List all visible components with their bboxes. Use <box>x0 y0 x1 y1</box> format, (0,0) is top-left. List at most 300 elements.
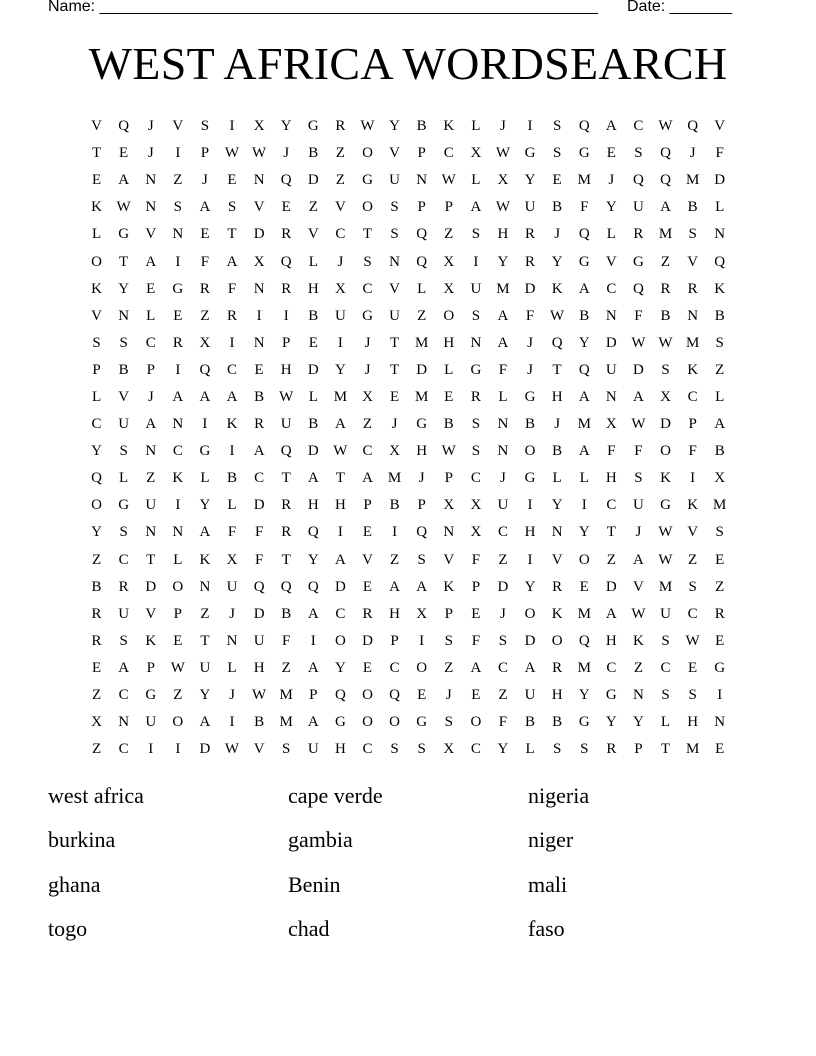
grid-letter[interactable]: E <box>91 172 102 189</box>
grid-letter[interactable]: L <box>471 118 481 135</box>
grid-letter[interactable]: H <box>389 605 400 622</box>
grid-letter[interactable]: Z <box>91 741 102 758</box>
grid-letter[interactable]: L <box>579 470 589 487</box>
grid-letter[interactable]: M <box>333 388 348 405</box>
grid-letter[interactable]: S <box>282 741 291 758</box>
grid-letter[interactable]: T <box>91 145 102 162</box>
grid-letter[interactable]: B <box>227 470 238 487</box>
grid-letter[interactable]: G <box>524 145 536 162</box>
grid-letter[interactable]: J <box>364 361 371 378</box>
grid-letter[interactable]: F <box>634 307 643 324</box>
grid-letter[interactable]: K <box>172 470 184 487</box>
grid-letter[interactable]: G <box>605 687 617 704</box>
grid-letter[interactable]: V <box>307 226 319 243</box>
grid-letter[interactable]: J <box>635 524 642 541</box>
grid-letter[interactable]: A <box>605 118 617 135</box>
grid-letter[interactable]: Y <box>551 253 563 270</box>
grid-letter[interactable]: U <box>470 280 482 297</box>
grid-letter[interactable]: N <box>389 253 400 270</box>
grid-letter[interactable]: W <box>685 632 700 649</box>
grid-letter[interactable]: E <box>715 551 725 568</box>
grid-letter[interactable]: F <box>580 199 589 216</box>
grid-letter[interactable]: H <box>551 687 563 704</box>
grid-letter[interactable]: I <box>419 632 425 649</box>
grid-letter[interactable]: J <box>500 118 506 135</box>
grid-letter[interactable]: L <box>227 659 237 676</box>
grid-letter[interactable]: Q <box>118 118 130 135</box>
grid-letter[interactable]: Q <box>714 253 726 270</box>
grid-letter[interactable]: I <box>690 470 696 487</box>
grid-letter[interactable]: I <box>175 741 181 758</box>
grid-letter[interactable]: G <box>578 145 590 162</box>
grid-letter[interactable]: P <box>282 334 291 351</box>
grid-letter[interactable]: Y <box>578 524 590 541</box>
grid-letter[interactable]: V <box>362 551 373 568</box>
grid-letter[interactable]: G <box>334 714 346 731</box>
grid-letter[interactable]: Q <box>633 172 644 189</box>
grid-letter[interactable]: B <box>254 714 265 731</box>
grid-letter[interactable]: D <box>253 605 265 622</box>
grid-letter[interactable]: O <box>172 714 184 731</box>
grid-letter[interactable]: X <box>714 470 726 487</box>
grid-letter[interactable]: E <box>362 578 373 595</box>
grid-letter[interactable]: I <box>148 741 154 758</box>
grid-letter[interactable]: P <box>444 605 453 622</box>
grid-letter[interactable]: D <box>307 361 319 378</box>
grid-letter[interactable]: C <box>118 687 129 704</box>
grid-letter[interactable]: G <box>362 307 373 324</box>
grid-letter[interactable]: A <box>145 253 157 270</box>
grid-letter[interactable]: K <box>714 280 726 297</box>
grid-letter[interactable]: U <box>118 416 130 433</box>
grid-letter[interactable]: R <box>552 659 563 676</box>
grid-letter[interactable]: E <box>715 632 725 649</box>
grid-letter[interactable]: L <box>471 172 481 189</box>
grid-letter[interactable]: M <box>577 172 591 189</box>
grid-letter[interactable]: M <box>415 334 429 351</box>
grid-letter[interactable]: C <box>118 741 129 758</box>
grid-letter[interactable]: Y <box>199 497 211 514</box>
grid-letter[interactable]: Q <box>280 172 292 189</box>
grid-letter[interactable]: O <box>389 714 400 731</box>
grid-letter[interactable]: A <box>118 172 130 189</box>
grid-letter[interactable]: Y <box>280 118 292 135</box>
grid-letter[interactable]: P <box>444 199 453 216</box>
grid-letter[interactable]: Y <box>524 172 536 189</box>
grid-letter[interactable]: U <box>389 172 400 189</box>
grid-letter[interactable]: S <box>688 578 697 595</box>
grid-letter[interactable]: O <box>362 145 373 162</box>
grid-letter[interactable]: F <box>471 551 481 568</box>
grid-letter[interactable]: V <box>172 118 184 135</box>
grid-letter[interactable]: E <box>362 659 373 676</box>
grid-letter[interactable]: F <box>498 714 508 731</box>
grid-letter[interactable]: M <box>658 226 673 243</box>
grid-letter[interactable]: A <box>389 578 400 595</box>
grid-letter[interactable]: N <box>172 416 184 433</box>
grid-letter[interactable]: Z <box>389 551 400 568</box>
grid-letter[interactable]: Z <box>91 551 102 568</box>
grid-letter[interactable]: I <box>310 632 316 649</box>
grid-letter[interactable]: W <box>116 199 131 216</box>
grid-letter[interactable]: Y <box>578 687 590 704</box>
grid-letter[interactable]: C <box>606 659 617 676</box>
grid-letter[interactable]: E <box>146 280 156 297</box>
grid-letter[interactable]: E <box>389 388 400 405</box>
grid-letter[interactable]: D <box>524 280 536 297</box>
grid-letter[interactable]: X <box>362 388 373 405</box>
grid-letter[interactable]: V <box>145 605 157 622</box>
grid-letter[interactable]: R <box>118 578 129 595</box>
grid-letter[interactable]: C <box>335 605 346 622</box>
grid-letter[interactable]: C <box>606 497 617 514</box>
grid-letter[interactable]: X <box>443 253 455 270</box>
grid-letter[interactable]: S <box>688 687 697 704</box>
grid-letter[interactable]: P <box>173 605 182 622</box>
grid-letter[interactable]: W <box>495 199 511 216</box>
grid-letter[interactable]: F <box>227 280 237 297</box>
grid-letter[interactable]: T <box>335 470 345 487</box>
grid-letter[interactable]: W <box>252 145 267 162</box>
grid-letter[interactable]: Z <box>335 172 345 189</box>
grid-letter[interactable]: W <box>631 334 646 351</box>
grid-letter[interactable]: O <box>578 551 590 568</box>
grid-letter[interactable]: N <box>633 687 644 704</box>
grid-letter[interactable]: S <box>444 714 453 731</box>
grid-letter[interactable]: I <box>229 443 235 460</box>
grid-letter[interactable]: B <box>416 118 427 135</box>
grid-letter[interactable]: E <box>91 659 102 676</box>
grid-letter[interactable]: E <box>552 172 562 189</box>
grid-letter[interactable]: B <box>525 714 536 731</box>
grid-letter[interactable]: R <box>552 578 563 595</box>
grid-letter[interactable]: C <box>497 659 508 676</box>
grid-letter[interactable]: V <box>118 388 130 405</box>
grid-letter[interactable]: O <box>443 307 455 324</box>
grid-letter[interactable]: V <box>389 280 400 297</box>
grid-letter[interactable]: P <box>200 145 210 162</box>
grid-letter[interactable]: Q <box>389 687 400 704</box>
grid-letter[interactable]: L <box>91 388 102 405</box>
grid-letter[interactable]: K <box>633 632 644 649</box>
grid-letter[interactable]: L <box>525 741 535 758</box>
grid-letter[interactable]: E <box>417 687 427 704</box>
grid-letter[interactable]: Q <box>578 361 590 378</box>
grid-letter[interactable]: N <box>497 443 509 460</box>
grid-letter[interactable]: O <box>551 632 563 649</box>
grid-letter[interactable]: X <box>470 145 482 162</box>
grid-letter[interactable]: U <box>605 361 617 378</box>
grid-letter[interactable]: N <box>253 172 265 189</box>
grid-letter[interactable]: Q <box>280 443 292 460</box>
grid-letter[interactable]: D <box>416 361 428 378</box>
grid-letter[interactable]: F <box>498 361 508 378</box>
grid-letter[interactable]: L <box>715 199 725 216</box>
grid-letter[interactable]: W <box>279 388 294 405</box>
grid-letter[interactable]: U <box>280 416 292 433</box>
grid-letter[interactable]: S <box>92 334 101 351</box>
grid-letter[interactable]: N <box>172 524 184 541</box>
grid-letter[interactable]: X <box>470 524 482 541</box>
grid-letter[interactable]: I <box>256 307 262 324</box>
grid-letter[interactable]: O <box>362 199 373 216</box>
grid-letter[interactable]: M <box>577 416 591 433</box>
grid-letter[interactable]: C <box>497 524 508 541</box>
grid-letter[interactable]: L <box>146 307 156 324</box>
grid-letter[interactable]: O <box>172 578 184 595</box>
grid-letter[interactable]: L <box>498 388 508 405</box>
grid-letter[interactable]: Y <box>497 253 509 270</box>
grid-letter[interactable]: S <box>661 361 670 378</box>
grid-letter[interactable]: X <box>253 118 265 135</box>
grid-letter[interactable]: R <box>606 741 617 758</box>
grid-letter[interactable]: T <box>552 361 562 378</box>
grid-letter[interactable]: V <box>633 578 644 595</box>
grid-letter[interactable]: I <box>229 334 235 351</box>
grid-letter[interactable]: T <box>362 226 373 243</box>
grid-letter[interactable]: X <box>443 741 455 758</box>
grid-letter[interactable]: G <box>416 714 428 731</box>
grid-letter[interactable]: R <box>281 524 292 541</box>
grid-letter[interactable]: Q <box>91 470 102 487</box>
grid-letter[interactable]: S <box>444 632 453 649</box>
grid-letter[interactable]: N <box>145 524 157 541</box>
grid-letter[interactable]: B <box>254 388 265 405</box>
grid-letter[interactable]: M <box>279 687 293 704</box>
grid-letter[interactable]: Z <box>444 226 454 243</box>
grid-letter[interactable]: S <box>634 145 643 162</box>
grid-letter[interactable]: M <box>577 659 591 676</box>
grid-letter[interactable]: A <box>416 578 428 595</box>
grid-letter[interactable]: V <box>443 551 455 568</box>
grid-letter[interactable]: W <box>658 524 673 541</box>
grid-letter[interactable]: M <box>577 605 591 622</box>
grid-letter[interactable]: P <box>146 659 155 676</box>
grid-letter[interactable]: Y <box>605 714 617 731</box>
grid-letter[interactable]: A <box>714 416 726 433</box>
grid-letter[interactable]: R <box>281 280 292 297</box>
grid-letter[interactable]: M <box>658 578 673 595</box>
grid-letter[interactable]: V <box>253 199 265 216</box>
grid-letter[interactable]: H <box>334 741 346 758</box>
grid-letter[interactable]: R <box>199 280 210 297</box>
grid-letter[interactable]: N <box>605 388 617 405</box>
grid-letter[interactable]: D <box>362 632 373 649</box>
grid-letter[interactable]: A <box>497 307 509 324</box>
grid-letter[interactable]: T <box>660 741 671 758</box>
grid-letter[interactable]: Z <box>417 307 427 324</box>
grid-letter[interactable]: R <box>172 334 183 351</box>
grid-letter[interactable]: G <box>172 280 184 297</box>
grid-letter[interactable]: Q <box>416 253 428 270</box>
grid-letter[interactable]: C <box>606 280 617 297</box>
grid-letter[interactable]: M <box>415 388 429 405</box>
grid-letter[interactable]: J <box>554 416 561 433</box>
grid-letter[interactable]: X <box>497 172 509 189</box>
grid-letter[interactable]: W <box>631 416 646 433</box>
grid-letter[interactable]: Q <box>660 172 671 189</box>
grid-letter[interactable]: H <box>307 280 319 297</box>
grid-letter[interactable]: N <box>145 172 157 189</box>
grid-letter[interactable]: F <box>254 524 264 541</box>
grid-letter[interactable]: Q <box>578 118 590 135</box>
grid-letter[interactable]: B <box>552 199 563 216</box>
grid-letter[interactable]: T <box>227 226 237 243</box>
grid-letter[interactable]: L <box>660 714 671 731</box>
grid-letter[interactable]: S <box>634 470 643 487</box>
grid-letter[interactable]: P <box>92 361 101 378</box>
grid-letter[interactable]: I <box>337 334 343 351</box>
grid-letter[interactable]: H <box>687 714 699 731</box>
grid-letter[interactable]: R <box>281 226 292 243</box>
grid-letter[interactable]: K <box>91 199 102 216</box>
grid-letter[interactable]: A <box>633 388 644 405</box>
grid-letter[interactable]: G <box>416 416 428 433</box>
grid-letter[interactable]: E <box>281 199 291 216</box>
grid-letter[interactable]: Y <box>91 524 102 541</box>
grid-letter[interactable]: R <box>362 605 373 622</box>
grid-letter[interactable]: G <box>578 253 590 270</box>
grid-letter[interactable]: P <box>444 470 453 487</box>
grid-letter[interactable]: K <box>687 361 699 378</box>
grid-letter[interactable]: A <box>470 199 482 216</box>
grid-letter[interactable]: Z <box>498 687 508 704</box>
grid-letter[interactable]: X <box>334 280 346 297</box>
grid-letter[interactable]: R <box>227 307 238 324</box>
grid-letter[interactable]: H <box>253 659 265 676</box>
grid-letter[interactable]: N <box>714 714 726 731</box>
grid-letter[interactable]: Z <box>362 416 373 433</box>
grid-letter[interactable]: E <box>471 605 481 622</box>
grid-letter[interactable]: Z <box>606 551 616 568</box>
grid-letter[interactable]: B <box>389 497 400 514</box>
grid-letter[interactable]: F <box>200 253 210 270</box>
grid-letter[interactable]: D <box>605 334 617 351</box>
grid-letter[interactable]: S <box>119 443 128 460</box>
grid-letter[interactable]: Y <box>199 687 211 704</box>
grid-letter[interactable]: W <box>631 605 646 622</box>
grid-letter[interactable]: Q <box>551 334 563 351</box>
grid-letter[interactable]: C <box>172 443 183 460</box>
grid-letter[interactable]: S <box>661 632 670 649</box>
grid-letter[interactable]: V <box>334 199 346 216</box>
grid-letter[interactable]: I <box>175 361 181 378</box>
grid-letter[interactable]: S <box>552 118 562 135</box>
grid-letter[interactable]: K <box>226 416 238 433</box>
grid-letter[interactable]: N <box>253 334 265 351</box>
grid-letter[interactable]: H <box>524 524 536 541</box>
grid-letter[interactable]: C <box>660 659 671 676</box>
grid-letter[interactable]: G <box>524 388 536 405</box>
grid-letter[interactable]: J <box>364 334 371 351</box>
grid-letter[interactable]: B <box>552 443 563 460</box>
grid-letter[interactable]: B <box>714 443 725 460</box>
grid-letter[interactable]: S <box>580 741 589 758</box>
grid-letter[interactable]: F <box>634 443 643 460</box>
grid-letter[interactable]: H <box>307 497 319 514</box>
grid-letter[interactable]: H <box>334 497 346 514</box>
grid-letter[interactable]: X <box>605 416 617 433</box>
grid-letter[interactable]: F <box>471 632 481 649</box>
grid-letter[interactable]: S <box>390 199 399 216</box>
grid-letter[interactable]: D <box>199 741 211 758</box>
grid-letter[interactable]: L <box>552 470 562 487</box>
grid-letter[interactable]: A <box>226 253 238 270</box>
grid-letter[interactable]: S <box>498 632 508 649</box>
grid-letter[interactable]: I <box>175 145 181 162</box>
grid-letter[interactable]: O <box>91 253 102 270</box>
grid-letter[interactable]: M <box>713 497 727 514</box>
grid-letter[interactable]: W <box>333 443 348 460</box>
grid-letter[interactable]: D <box>253 497 265 514</box>
grid-letter[interactable]: K <box>687 497 699 514</box>
grid-letter[interactable]: C <box>687 605 698 622</box>
grid-letter[interactable]: Z <box>173 172 183 189</box>
grid-letter[interactable]: A <box>578 280 590 297</box>
grid-letter[interactable]: S <box>417 741 426 758</box>
grid-letter[interactable]: S <box>661 687 670 704</box>
grid-letter[interactable]: W <box>658 551 673 568</box>
grid-letter[interactable]: G <box>524 470 536 487</box>
grid-letter[interactable]: A <box>362 470 373 487</box>
grid-letter[interactable]: O <box>362 714 373 731</box>
grid-letter[interactable]: C <box>118 551 129 568</box>
grid-letter[interactable]: B <box>687 199 698 216</box>
grid-letter[interactable]: Z <box>200 605 210 622</box>
grid-letter[interactable]: S <box>417 551 426 568</box>
grid-letter[interactable]: X <box>199 334 211 351</box>
grid-letter[interactable]: X <box>226 551 238 568</box>
grid-letter[interactable]: Z <box>146 470 156 487</box>
grid-letter[interactable]: N <box>714 226 726 243</box>
grid-letter[interactable]: Z <box>308 199 318 216</box>
grid-letter[interactable]: A <box>307 605 319 622</box>
grid-letter[interactable]: B <box>308 145 319 162</box>
grid-letter[interactable]: O <box>91 497 102 514</box>
grid-letter[interactable]: Q <box>307 578 319 595</box>
grid-letter[interactable]: F <box>525 307 535 324</box>
grid-letter[interactable]: Q <box>416 226 428 243</box>
grid-letter[interactable]: Y <box>497 741 509 758</box>
grid-letter[interactable]: S <box>173 199 182 216</box>
grid-letter[interactable]: X <box>253 253 265 270</box>
grid-letter[interactable]: R <box>525 226 536 243</box>
grid-letter[interactable]: C <box>470 741 481 758</box>
grid-letter[interactable]: E <box>227 172 237 189</box>
grid-letter[interactable]: Q <box>578 226 590 243</box>
grid-letter[interactable]: U <box>524 199 536 216</box>
grid-letter[interactable]: T <box>606 524 616 541</box>
grid-letter[interactable]: U <box>334 307 346 324</box>
grid-letter[interactable]: G <box>199 443 211 460</box>
grid-letter[interactable]: J <box>500 605 506 622</box>
grid-letter[interactable]: O <box>334 632 346 649</box>
grid-letter[interactable]: S <box>363 253 372 270</box>
grid-letter[interactable]: E <box>688 659 698 676</box>
grid-letter[interactable]: Q <box>280 578 292 595</box>
grid-letter[interactable]: S <box>471 443 481 460</box>
grid-letter[interactable]: P <box>634 741 643 758</box>
grid-letter[interactable]: A <box>307 714 319 731</box>
grid-letter[interactable]: Y <box>91 443 102 460</box>
grid-letter[interactable]: A <box>633 551 644 568</box>
grid-letter[interactable]: J <box>445 687 452 704</box>
grid-letter[interactable]: S <box>390 741 399 758</box>
grid-letter[interactable]: V <box>551 551 563 568</box>
grid-letter[interactable]: Z <box>444 659 454 676</box>
grid-letter[interactable]: F <box>282 632 291 649</box>
grid-letter[interactable]: J <box>337 253 344 270</box>
